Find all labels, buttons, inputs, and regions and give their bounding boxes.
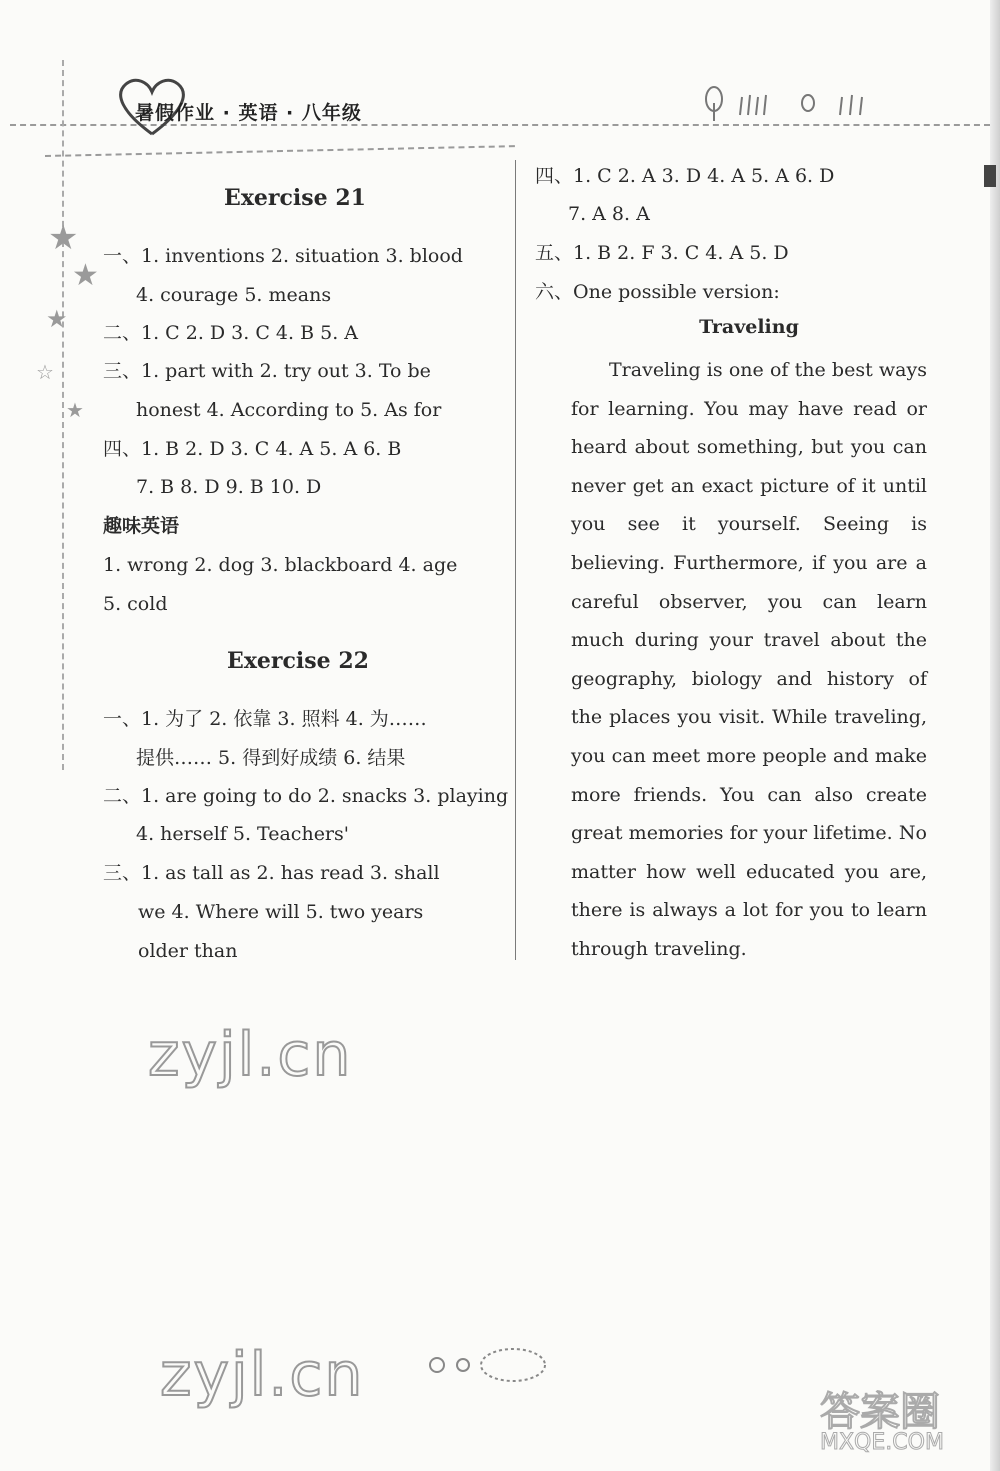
watermark-text: zyjl.cn — [148, 1020, 353, 1090]
right-line-3: 五、1. B 2. F 3. C 4. A 5. D — [535, 242, 789, 264]
column-divider — [515, 160, 516, 960]
ex22-line-5: 三、1. as tall as 2. has read 3. shall — [103, 862, 440, 884]
star-icon: ☆ — [36, 360, 54, 384]
corner-watermark-logo: 答案圈 — [820, 1389, 940, 1435]
exercise-21-title: Exercise 21 — [224, 185, 366, 211]
star-icon: ★ — [48, 218, 79, 258]
ex21-line-7: 7. B 8. D 9. B 10. D — [136, 476, 322, 498]
ex22-line-1: 一、1. 为了 2. 依靠 3. 照料 4. 为…… — [103, 708, 427, 730]
ex22-line-6: we 4. Where will 5. two years — [138, 901, 424, 923]
fun-english-heading: 趣味英语 — [103, 515, 180, 537]
page-edge-strip — [990, 0, 1000, 1471]
header-dashed-line-lower — [45, 145, 515, 157]
ex22-line-3: 二、1. are going to do 2. snacks 3. playing — [103, 785, 509, 807]
page-edge-tab — [984, 165, 996, 187]
ex22-line-4: 4. herself 5. Teachers' — [136, 823, 349, 845]
page-number-ornament — [425, 1345, 555, 1395]
corner-watermark-url: MXQE.COM — [820, 1430, 944, 1455]
ex22-line-7: older than — [138, 940, 238, 962]
right-line-4: 六、One possible version: — [535, 281, 780, 303]
ex21-line-9: 1. wrong 2. dog 3. blackboard 4. age — [103, 554, 458, 576]
right-line-1: 四、1. C 2. A 3. D 4. A 5. A 6. D — [535, 165, 835, 187]
trees-icon — [700, 85, 880, 125]
header-title: 暑假作业 · 英语 · 八年级 — [135, 102, 362, 124]
star-icon: ★ — [46, 305, 68, 333]
left-margin-dashed-line — [62, 60, 64, 770]
essay-body: Traveling is one of the best ways for learning. You may have read or heard about something, but you can never get an exact picture of it until you see it yourself. Seeing is believing. Furthermore, if you are a careful observer, you can learn much during your travel about the geography, biology and history of the places you visit. While traveling, you can meet more people and make more friends. You can also create great memories for your lifetime. No matter how well educated you are, there is always a lot for you to learn through traveling. — [571, 359, 927, 960]
ex21-line-2: 4. courage 5. means — [136, 284, 332, 306]
watermark-text: zyjl.cn — [160, 1340, 365, 1410]
essay-title: Traveling — [699, 316, 799, 338]
right-line-2: 7. A 8. A — [568, 203, 650, 225]
ex21-line-4: 三、1. part with 2. try out 3. To be — [103, 360, 431, 382]
ex21-line-5: honest 4. According to 5. As for — [136, 399, 442, 421]
ex21-line-3: 二、1. C 2. D 3. C 4. B 5. A — [103, 322, 358, 344]
star-icon: ★ — [72, 258, 99, 293]
exercise-22-title: Exercise 22 — [227, 648, 369, 674]
ex21-line-10: 5. cold — [103, 593, 168, 615]
star-icon: ★ — [66, 398, 84, 422]
ex21-line-6: 四、1. B 2. D 3. C 4. A 5. A 6. B — [103, 438, 402, 460]
ex21-line-1: 一、1. inventions 2. situation 3. blood — [103, 245, 463, 267]
ex22-line-2: 提供…… 5. 得到好成绩 6. 结果 — [136, 747, 406, 769]
